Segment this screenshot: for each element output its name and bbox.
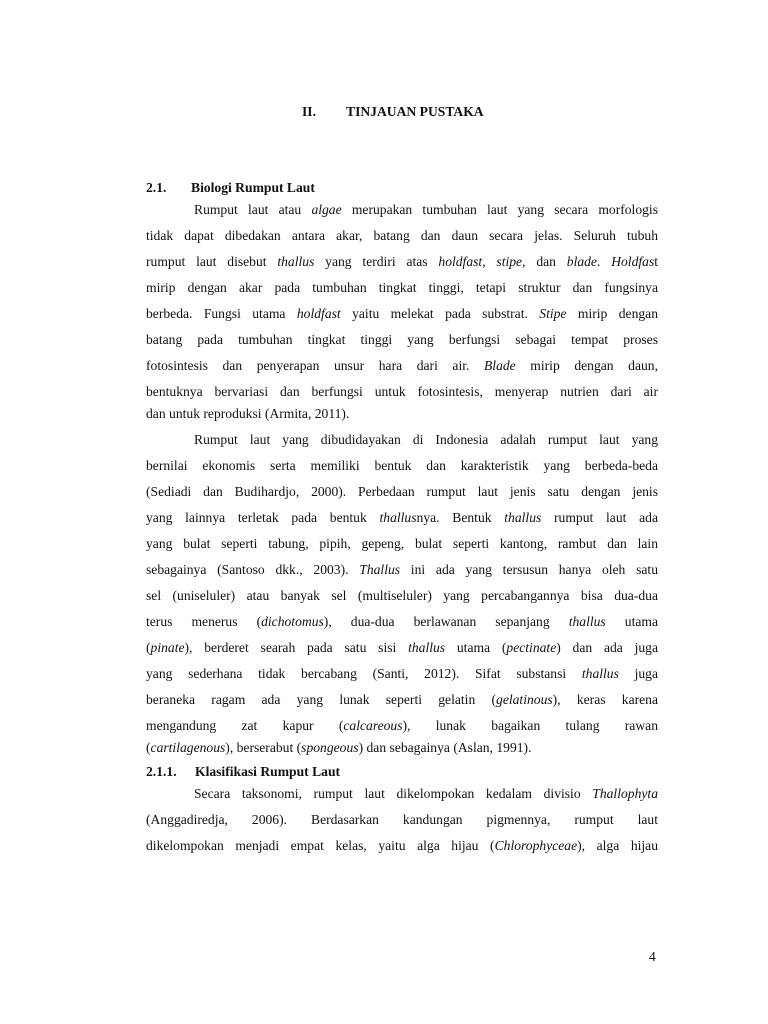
text-line: Secara taksonomi, rumput laut dikelompokan kedalam divisio Thallophyta (194, 786, 658, 801)
text-line: bernilai ekonomis serta memiliki bentuk dan karakteristik yang berbeda-beda (146, 458, 658, 473)
text-line: bentuknya bervariasi dan berfungsi untuk fotosintesis, menyerap nutrien dari air (146, 384, 658, 399)
chapter-title: TINJAUAN PUSTAKA (346, 104, 484, 119)
text-line: (Anggadiredja, 2006). Berdasarkan kandungan pigmennya, rumput laut (146, 812, 658, 827)
text-line: mirip dengan akar pada tumbuhan tingkat tinggi, tetapi struktur dan fungsinya (146, 280, 658, 295)
text-line: sel (uniseluler) atau banyak sel (multiseluler) yang percabangannya bisa dua-dua (146, 588, 658, 603)
italic-term: thallus (581, 666, 619, 681)
italic-term: pinate (150, 640, 185, 655)
text-line: yang bulat seperti tabung, pipih, gepeng, bulat seperti kantong, rambut dan lain (146, 536, 658, 551)
text-line: berbeda. Fungsi utama holdfast yaitu melekat pada substrat. Stipe mirip dengan (146, 306, 658, 321)
text-line: yang lainnya terletak pada bentuk thallusnya. Bentuk thallus rumput laut ada (146, 510, 659, 525)
italic-term: Thallophyta (592, 786, 658, 801)
italic-term: blade (566, 254, 597, 269)
text-line: rumput laut disebut thallus yang terdiri atas holdfast, stipe, dan blade. Holdfast (146, 254, 659, 269)
section-number: 2.1.1. (146, 764, 177, 779)
text-line: Rumput laut atau algae merupakan tumbuhan laut yang secara morfologis (194, 202, 658, 217)
italic-term: Blade (484, 358, 516, 373)
page-number: 4 (649, 949, 656, 964)
italic-term: gelatinous (496, 692, 553, 707)
section-number: 2.1. (146, 180, 167, 195)
section-title: Biologi Rumput Laut (191, 180, 315, 195)
text-line: fotosintesis dan penyerapan unsur hara dari air. Blade mirip dengan daun, (146, 358, 658, 373)
italic-term: thallus (568, 614, 606, 629)
text-line: tidak dapat dibedakan antara akar, batang dan daun secara jelas. Seluruh tubuh (146, 228, 658, 243)
text-line: terus menerus (dichotomus), dua-dua berlawanan sepanjang thallus utama (146, 614, 658, 629)
italic-term: thallus (379, 510, 417, 525)
text-line: (Sediadi dan Budihardjo, 2000). Perbedaan rumput laut jenis satu dengan jenis (146, 484, 658, 499)
italic-term: pectinate (506, 640, 557, 655)
text-line: dikelompokan menjadi empat kelas, yaitu alga hijau (Chlorophyceae), alga hijau (146, 838, 658, 853)
italic-term: holdfast (296, 306, 341, 321)
text-line: batang pada tumbuhan tingkat tinggi yang berfungsi sebagai tempat proses (146, 332, 658, 347)
italic-term: holdfast (438, 254, 483, 269)
italic-term: calcareous (343, 718, 403, 733)
text-line: yang sederhana tidak bercabang (Santi, 2012). Sifat substansi thallus juga (146, 666, 658, 681)
italic-term: Stipe (539, 306, 567, 321)
text-line: sebagainya (Santoso dkk., 2003). Thallus ini ada yang tersusun hanya oleh satu (146, 562, 658, 577)
chapter-number: II. (302, 104, 316, 119)
italic-term: thallus (504, 510, 542, 525)
text-line: (cartilagenous), berserabut (spongeous) dan sebagainya (Aslan, 1991). (146, 740, 532, 755)
italic-term: thallus (408, 640, 446, 655)
italic-term: algae (311, 202, 342, 217)
text-line: (pinate), berderet searah pada satu sisi thallus utama (pectinate) dan ada juga (146, 640, 659, 655)
italic-term: Thallus (359, 562, 401, 577)
italic-term: cartilagenous (150, 740, 226, 755)
italic-term: spongeous (301, 740, 359, 755)
text-line: beraneka ragam ada yang lunak seperti gelatin (gelatinous), keras karena (146, 692, 659, 707)
text-line: mengandung zat kapur (calcareous), lunak bagaikan tulang rawan (146, 718, 658, 733)
italic-term: stipe (496, 254, 523, 269)
italic-term: dichotomus (261, 614, 324, 629)
italic-term: thallus (277, 254, 315, 269)
text-line: Rumput laut yang dibudidayakan di Indonesia adalah rumput laut yang (194, 432, 658, 447)
italic-term: Chlorophyceae (494, 838, 578, 853)
italic-term: Holdfas (611, 254, 655, 269)
text-line: dan untuk reproduksi (Armita, 2011). (146, 406, 350, 421)
section-title: Klasifikasi Rumput Laut (195, 764, 341, 779)
